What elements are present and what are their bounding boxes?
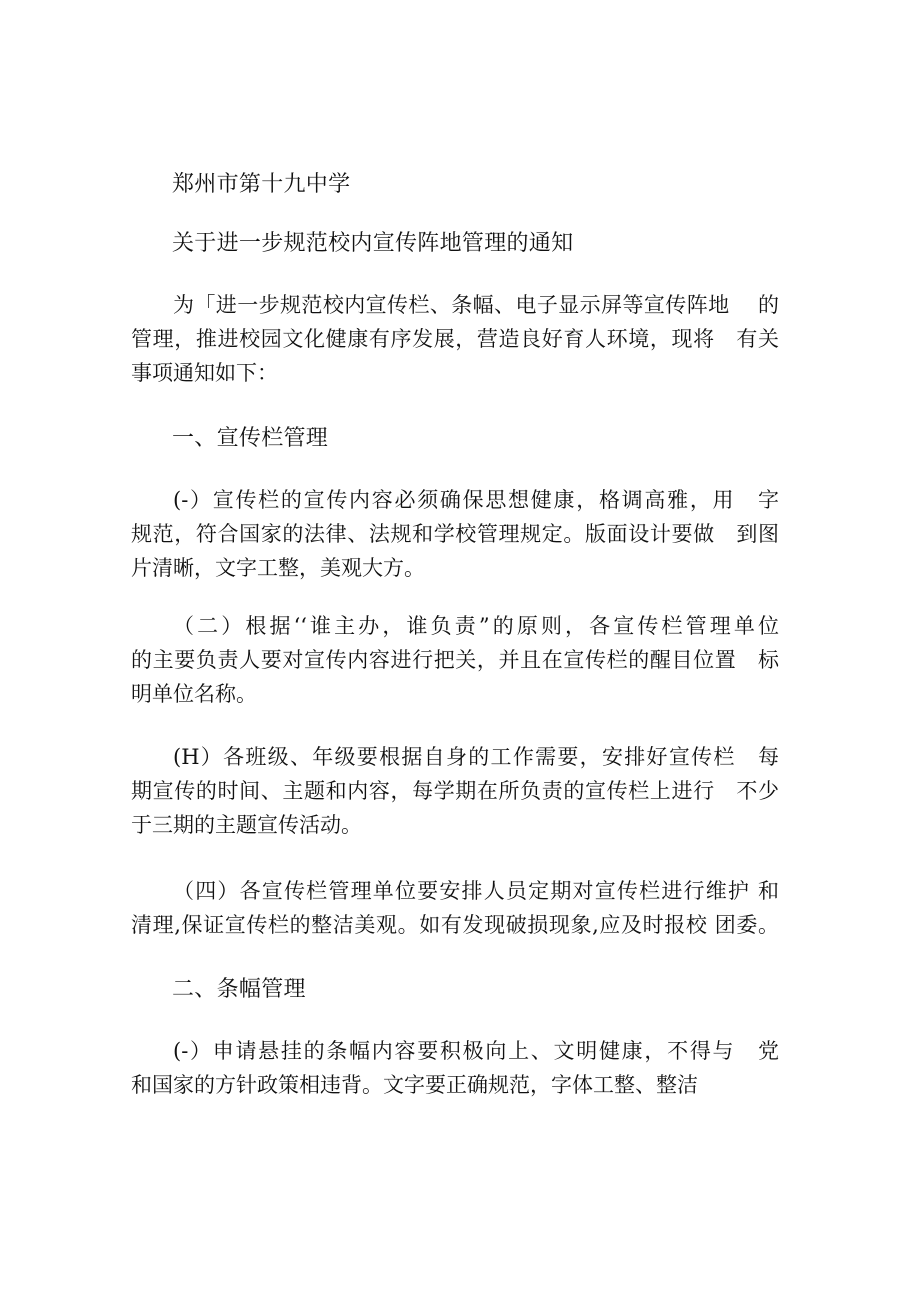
section1-item-2 bbox=[131, 609, 779, 711]
intro-paragraph bbox=[131, 288, 779, 390]
paragraph-line: (-）申请悬挂的条幅内容要积极向上、文明健康，不得与 党 bbox=[173, 1039, 779, 1063]
notice-title: 关于进一步规范校内宣传阵地管理的通知 bbox=[172, 231, 574, 256]
intro-line: 事项通知如下： bbox=[131, 361, 278, 385]
section1-item-3 bbox=[131, 740, 779, 842]
section2-item-1 bbox=[131, 1034, 779, 1102]
paragraph-line: 明单位名称。 bbox=[131, 682, 257, 706]
paragraph-line: 期宣传的时间、主题和内容，每学期在所负责的宣传栏上进行 不少 bbox=[131, 779, 779, 803]
section-heading-banners: 二、条幅管理 bbox=[172, 977, 306, 1002]
paragraph-line: 片清晰，文字工整，美观大方。 bbox=[131, 556, 425, 580]
paragraph-line: (-）宣传栏的宣传内容必须确保思想健康，格调高雅，用 字 bbox=[173, 488, 779, 512]
paragraph-line: (H）各班级、年级要根据自身的工作需要，安排好宣传栏 每 bbox=[173, 745, 779, 769]
paragraph-line: 于三期的主题宣传活动。 bbox=[131, 813, 362, 837]
section1-item-1 bbox=[131, 483, 779, 585]
intro-line: 为「进一步规范校内宣传栏、条幅、电子显示屏等宣传阵地 的 bbox=[173, 293, 779, 317]
section-heading-bulletin-boards: 一、宣传栏管理 bbox=[172, 426, 329, 451]
school-name: 郑州市第十九中学 bbox=[172, 172, 351, 197]
paragraph-line: 规范，符合国家的法律、法规和学校管理规定。版面设计要做 到图 bbox=[131, 522, 779, 546]
intro-line: 管理，推进校园文化健康有序发展，营造良好育人环境，现将 有关 bbox=[131, 327, 779, 351]
paragraph-line: （四）各宣传栏管理单位要安排人员定期对宣传栏进行维护 和 bbox=[173, 879, 779, 903]
section1-item-4 bbox=[131, 874, 779, 942]
paragraph-line: 和国家的方针政策相违背。文字要正确规范，字体工整、整洁 bbox=[131, 1073, 698, 1097]
paragraph-line: 的主要负责人要对宣传内容进行把关，并且在宣传栏的醒目位置 标 bbox=[131, 648, 779, 672]
paragraph-line: 清理,保证宣传栏的整洁美观。如有发现破损现象,应及时报校 团委。 bbox=[131, 913, 779, 937]
paragraph-line: （二）根据‘‘谁主办，谁负责”的原则，各宣传栏管理单位 bbox=[173, 614, 779, 638]
